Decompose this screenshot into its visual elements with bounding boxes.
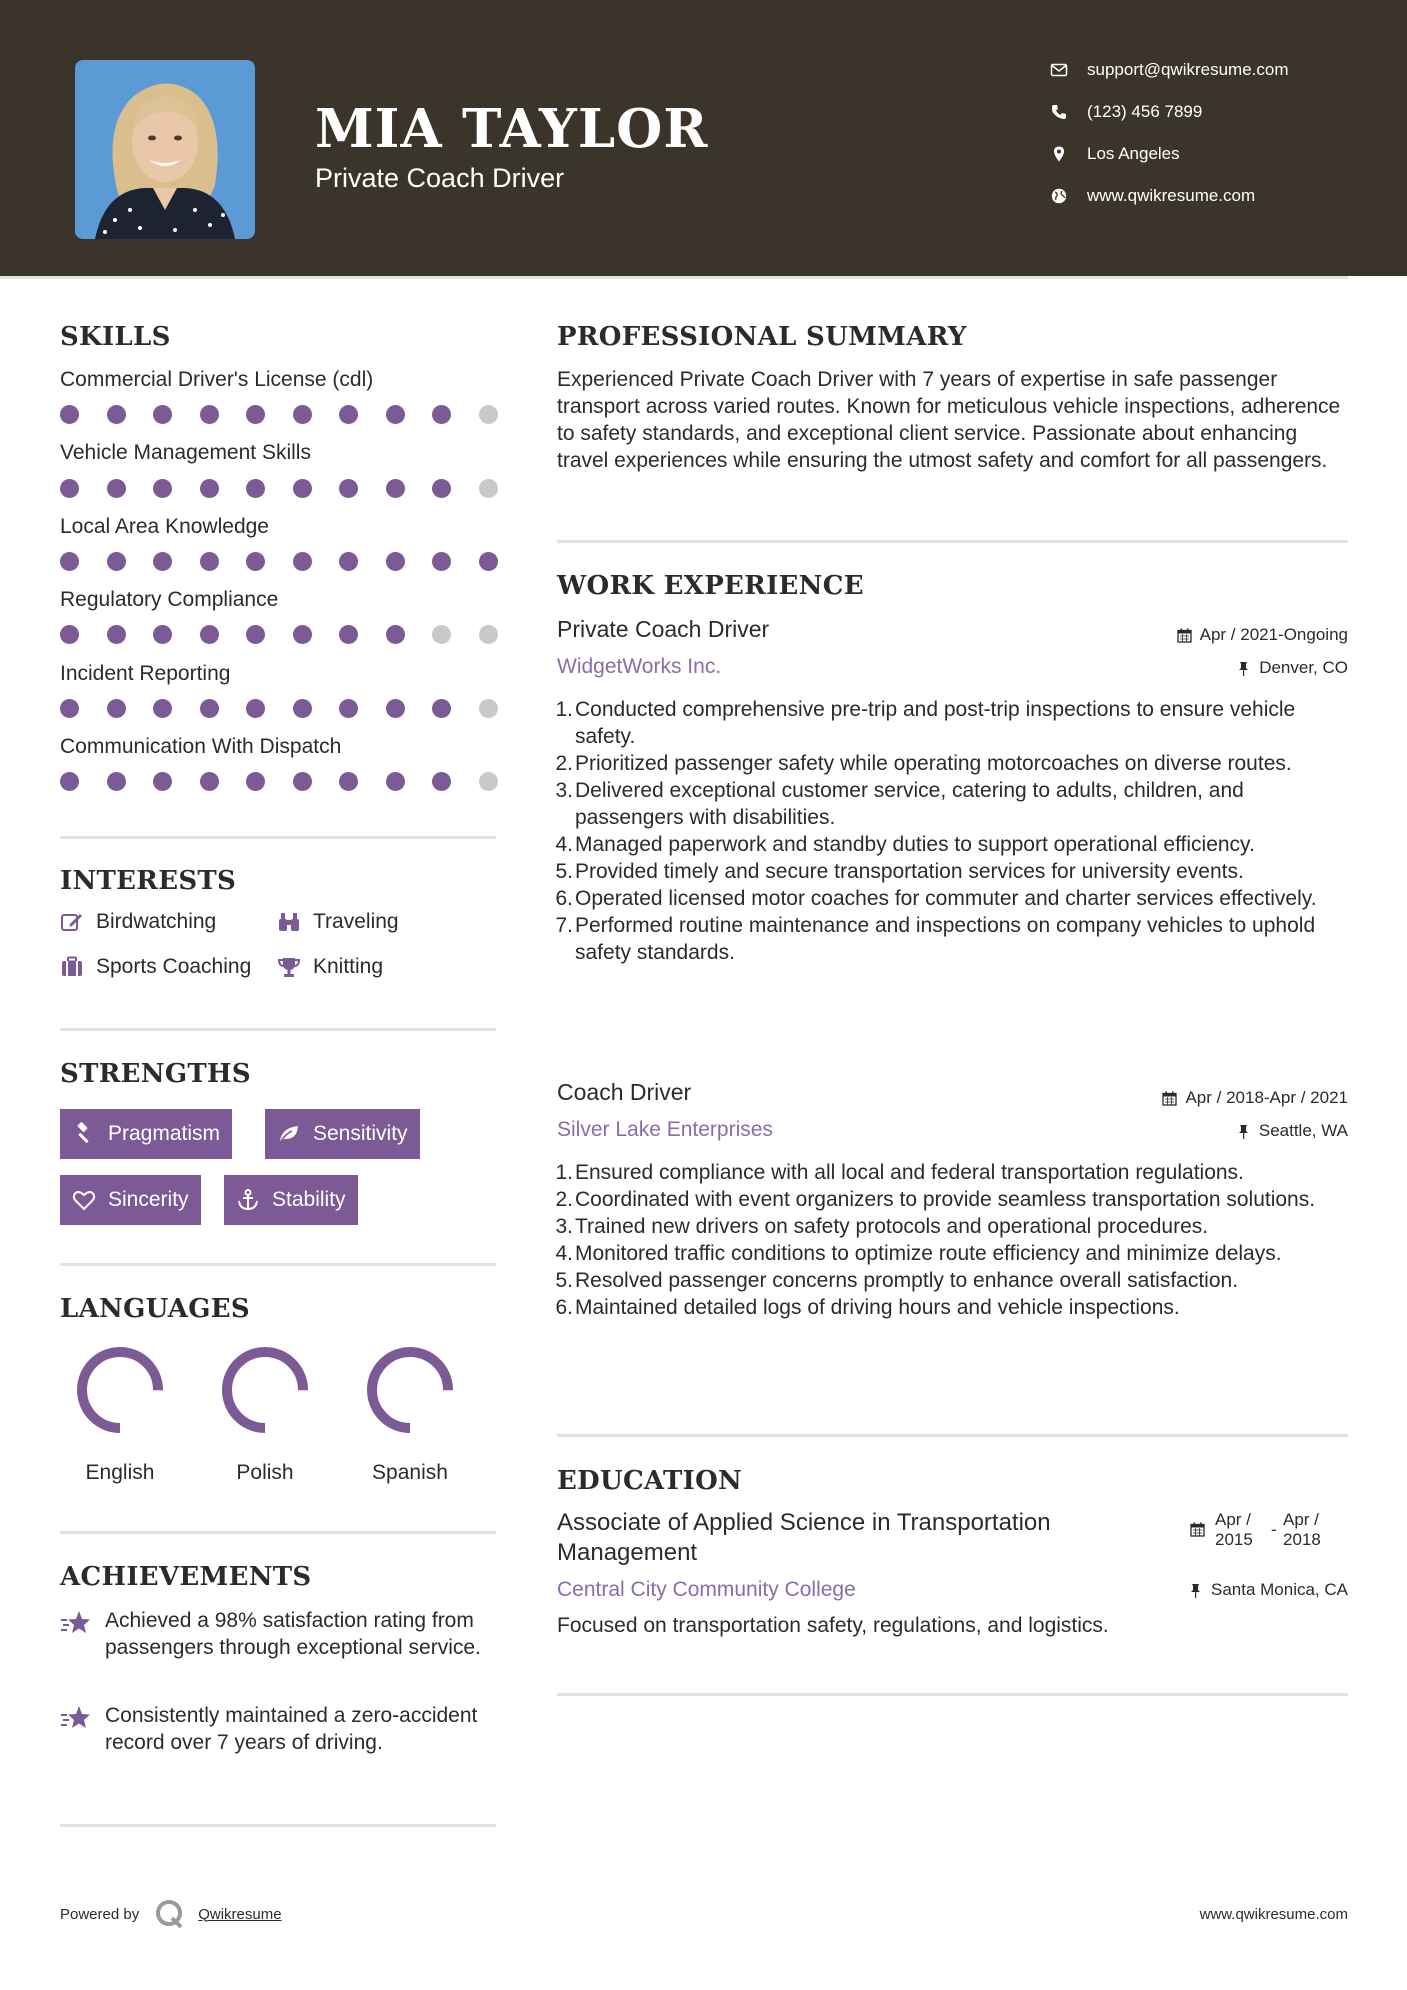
skill-dot: [153, 625, 172, 644]
education-date-separator: -: [1271, 1520, 1277, 1539]
degree-title: Associate of Applied Science in Transportation Management: [557, 1509, 1051, 1566]
skill-dot: [386, 772, 405, 791]
strength-label: Sincerity: [108, 1188, 189, 1211]
contact-email-text: support@qwikresume.com: [1087, 60, 1289, 79]
section-divider: [60, 1531, 496, 1534]
strength-label: Pragmatism: [108, 1122, 221, 1145]
language-level-arc: [227, 1352, 303, 1428]
duty-item: 1. Ensured compliance with all local and federal transportation regulations.: [555, 1161, 1244, 1184]
candidate-name: MIA TAYLOR: [315, 98, 709, 160]
education-end: Apr / 2018: [1283, 1510, 1321, 1549]
duty-item: 5. Resolved passenger concerns promptly to enhance overall satisfaction.: [555, 1269, 1239, 1292]
skill-dot: [479, 405, 498, 424]
footer-url[interactable]: www.qwikresume.com: [1199, 1906, 1348, 1923]
interest-label: Traveling: [313, 910, 399, 933]
interest-label: Sports Coaching: [96, 955, 252, 978]
company-name: WidgetWorks Inc.: [557, 655, 722, 678]
skill-dot: [293, 405, 312, 424]
skill-dot: [153, 699, 172, 718]
skill-dot: [107, 405, 126, 424]
resume-header: [0, 0, 1407, 276]
map-marker-icon: [1050, 145, 1068, 163]
achievements-heading: ACHIEVEMENTS: [60, 1562, 312, 1592]
job-role: Private Coach Driver: [557, 616, 770, 642]
skill-dot: [339, 699, 358, 718]
calendar-icon: [1177, 628, 1192, 643]
calendar-icon: [1190, 1522, 1205, 1537]
duty-item: 5. Provided timely and secure transportation services for university events.: [555, 860, 1244, 883]
skill-dot: [200, 699, 219, 718]
job-dates-text: Apr / 2018-Apr / 2021: [1185, 1088, 1348, 1107]
powered-by-text: Powered by: [60, 1905, 140, 1923]
interests-heading: INTERESTS: [60, 866, 237, 896]
edit-icon: [60, 910, 84, 934]
skill-dot: [386, 479, 405, 498]
skill-dot: [339, 625, 358, 644]
skill-name: Regulatory Compliance: [60, 588, 279, 611]
skill-name: Vehicle Management Skills: [60, 441, 311, 464]
job-location-text: Seattle, WA: [1258, 1121, 1348, 1140]
star-icon: [60, 1702, 92, 1734]
calendar-icon: [1162, 1091, 1177, 1106]
skill-dot: [60, 625, 79, 644]
duty-item: 4. Managed paperwork and standby duties to support operational efficiency.: [555, 833, 1255, 856]
envelope-icon: [1050, 61, 1068, 79]
skill-dot: [200, 479, 219, 498]
footer-branding: [60, 1898, 282, 1930]
skill-name: Incident Reporting: [60, 662, 231, 685]
pin-icon: [1236, 661, 1251, 676]
heart-icon: [72, 1188, 96, 1212]
education-start: Apr / 2015: [1215, 1510, 1253, 1549]
skills-heading: SKILLS: [60, 322, 171, 352]
pin-icon: [1188, 1583, 1203, 1598]
section-divider: [557, 1434, 1348, 1437]
section-divider: [60, 836, 496, 839]
language-label: Spanish: [372, 1461, 448, 1484]
skill-dot: [246, 699, 265, 718]
duty-item: 3. Trained new drivers on safety protocols and operational procedures.: [555, 1215, 1209, 1238]
skill-dot: [339, 405, 358, 424]
contact-location: [1050, 139, 1180, 169]
suitcase-icon: [60, 955, 84, 979]
contact-email[interactable]: [1050, 55, 1289, 85]
skill-dot: [153, 405, 172, 424]
skill-dot: [432, 552, 451, 571]
star-icon: [60, 1607, 92, 1639]
skill-dot: [200, 625, 219, 644]
interest-label: Birdwatching: [96, 910, 217, 933]
skill-dot: [432, 625, 451, 644]
duty-item: 1. Conducted comprehensive pre-trip and post-trip inspections to ensure vehicle safety.: [555, 698, 1296, 748]
skill-dot: [432, 699, 451, 718]
skill-dot: [479, 699, 498, 718]
contact-website[interactable]: [1050, 181, 1255, 211]
skill-dot: [60, 479, 79, 498]
skill-dot: [107, 772, 126, 791]
duty-item: 2. Coordinated with event organizers to provide seamless transportation solutions.: [555, 1188, 1316, 1211]
language-gauge: [365, 1345, 455, 1435]
language-label: Polish: [236, 1461, 294, 1484]
strength-badge: [60, 1175, 201, 1225]
skill-dot: [386, 405, 405, 424]
skill-dot: [246, 552, 265, 571]
education-description: Focused on transportation safety, regulations, and logistics.: [557, 1614, 1109, 1637]
achievement-item: [60, 1702, 490, 1756]
education-heading: EDUCATION: [557, 1466, 743, 1496]
strength-label: Sensitivity: [313, 1122, 408, 1145]
interest-item: [60, 955, 251, 979]
education-dates: [1190, 1510, 1339, 1550]
section-divider: [557, 1693, 1348, 1696]
contact-website-text: www.qwikresume.com: [1087, 186, 1256, 205]
skill-dot: [246, 625, 265, 644]
skill-rating: [60, 405, 496, 425]
contact-phone[interactable]: [1050, 97, 1202, 127]
skill-rating: [60, 625, 496, 645]
skill-dot: [60, 405, 79, 424]
duty-item: 4. Monitored traffic conditions to optimize route efficiency and minimize delays.: [555, 1242, 1282, 1265]
skill-name: Commercial Driver's License (cdl): [60, 368, 374, 391]
leaf-icon: [277, 1122, 301, 1146]
skill-dot: [293, 625, 312, 644]
skill-rating: [60, 772, 496, 792]
trophy-icon: [277, 955, 301, 979]
section-divider: [60, 1263, 496, 1266]
skill-dot: [432, 772, 451, 791]
interest-item: [277, 955, 383, 979]
skill-dot: [339, 479, 358, 498]
skill-dot: [200, 552, 219, 571]
job-location-text: Denver, CO: [1259, 658, 1348, 677]
strength-badge: [265, 1109, 420, 1159]
binoculars-icon: [277, 910, 301, 934]
skill-dot: [153, 552, 172, 571]
duty-item: 7. Performed routine maintenance and inspections on company vehicles to uphold safety standards.: [555, 914, 1316, 964]
job-role: Coach Driver: [557, 1079, 692, 1105]
globe-icon: [1050, 187, 1068, 205]
skill-dot: [479, 479, 498, 498]
languages-heading: LANGUAGES: [60, 1294, 250, 1324]
job-dates: [1162, 1088, 1348, 1108]
skill-dot: [107, 699, 126, 718]
skill-dot: [60, 699, 79, 718]
skill-dot: [479, 552, 498, 571]
skill-dot: [200, 405, 219, 424]
anchor-icon: [236, 1188, 260, 1212]
phone-icon: [1050, 103, 1068, 121]
job-location: [1236, 1121, 1348, 1141]
summary-text: Experienced Private Coach Driver with 7 years of expertise in safe passenger transport across varied routes. Known for meticulous vehicle inspections, adherence to safety standards, and exceptional client service. Passionate about enhancing travel experiences while ensuring the utmost safety and comfort for all passengers.: [557, 368, 1341, 472]
skill-dot: [479, 625, 498, 644]
language-item: [65, 1345, 175, 1485]
language-item: [355, 1345, 465, 1485]
skill-dot: [293, 699, 312, 718]
skill-dot: [153, 772, 172, 791]
duty-item: 6. Maintained detailed logs of driving hours and vehicle inspections.: [555, 1296, 1180, 1319]
skill-dot: [386, 552, 405, 571]
skill-dot: [246, 772, 265, 791]
skill-dot: [200, 772, 219, 791]
section-divider: [60, 1028, 496, 1031]
achievement-item: [60, 1607, 490, 1661]
interest-item: [277, 910, 399, 934]
profile-photo: [75, 60, 255, 239]
skill-dot: [60, 552, 79, 571]
skill-dot: [246, 479, 265, 498]
language-label: English: [85, 1461, 155, 1484]
strength-label: Stability: [272, 1188, 346, 1211]
language-gauge: [220, 1345, 310, 1435]
strength-badge: [224, 1175, 358, 1225]
duty-list: [557, 1159, 1347, 1321]
company-name: Silver Lake Enterprises: [557, 1118, 773, 1141]
skill-dot: [60, 772, 79, 791]
duty-list: [557, 696, 1347, 966]
skill-rating: [60, 552, 496, 572]
skill-dot: [153, 479, 172, 498]
skill-dot: [107, 625, 126, 644]
skill-dot: [479, 772, 498, 791]
contact-location-text: Los Angeles: [1087, 144, 1180, 163]
strength-badge: [60, 1109, 232, 1159]
skill-rating: [60, 699, 496, 719]
skill-dot: [386, 625, 405, 644]
duty-item: 2. Prioritized passenger safety while operating motorcoaches on diverse routes.: [555, 752, 1292, 775]
achievement-text: Achieved a 98% satisfaction rating from passengers through exceptional service.: [105, 1609, 481, 1659]
job-dates-text: Apr / 2021-Ongoing: [1199, 625, 1348, 644]
section-divider: [60, 1824, 496, 1827]
skill-rating: [60, 479, 496, 499]
education-location-text: Santa Monica, CA: [1210, 1580, 1348, 1599]
interest-item: [60, 910, 216, 934]
candidate-title: Private Coach Driver: [315, 163, 565, 193]
header-divider: [0, 276, 1348, 279]
job-location: [1236, 658, 1348, 678]
qwikresume-logo-icon: [154, 1898, 186, 1930]
skill-dot: [246, 405, 265, 424]
summary-heading: PROFESSIONAL SUMMARY: [557, 322, 967, 352]
job-dates: [1177, 625, 1348, 645]
language-item: [210, 1345, 320, 1485]
strengths-heading: STRENGTHS: [60, 1059, 251, 1089]
school-name: Central City Community College: [557, 1578, 856, 1601]
qwikresume-link[interactable]: Qwikresume: [198, 1905, 282, 1923]
pin-icon: [1236, 1124, 1251, 1139]
skill-dot: [293, 552, 312, 571]
skill-dot: [339, 552, 358, 571]
skill-dot: [107, 552, 126, 571]
skill-dot: [293, 479, 312, 498]
section-divider: [557, 540, 1348, 543]
experience-heading: WORK EXPERIENCE: [557, 571, 864, 601]
language-level-arc: [82, 1352, 158, 1428]
skill-dot: [432, 479, 451, 498]
skill-name: Communication With Dispatch: [60, 735, 342, 758]
language-level-arc: [372, 1352, 448, 1428]
duty-item: 3. Delivered exceptional customer service, catering to adults, children, and passengers with disabilities.: [555, 779, 1244, 829]
skill-dot: [339, 772, 358, 791]
skill-name: Local Area Knowledge: [60, 515, 269, 538]
education-location: [1188, 1580, 1348, 1600]
duty-item: 6. Operated licensed motor coaches for commuter and charter services effectively.: [555, 887, 1317, 910]
interest-label: Knitting: [313, 955, 384, 978]
gavel-icon: [72, 1122, 96, 1146]
skill-dot: [386, 699, 405, 718]
language-gauge: [75, 1345, 165, 1435]
contact-phone-text: (123) 456 7899: [1087, 102, 1203, 121]
achievement-text: Consistently maintained a zero-accident record over 7 years of driving.: [105, 1704, 478, 1754]
skill-dot: [293, 772, 312, 791]
skill-dot: [432, 405, 451, 424]
skill-dot: [107, 479, 126, 498]
